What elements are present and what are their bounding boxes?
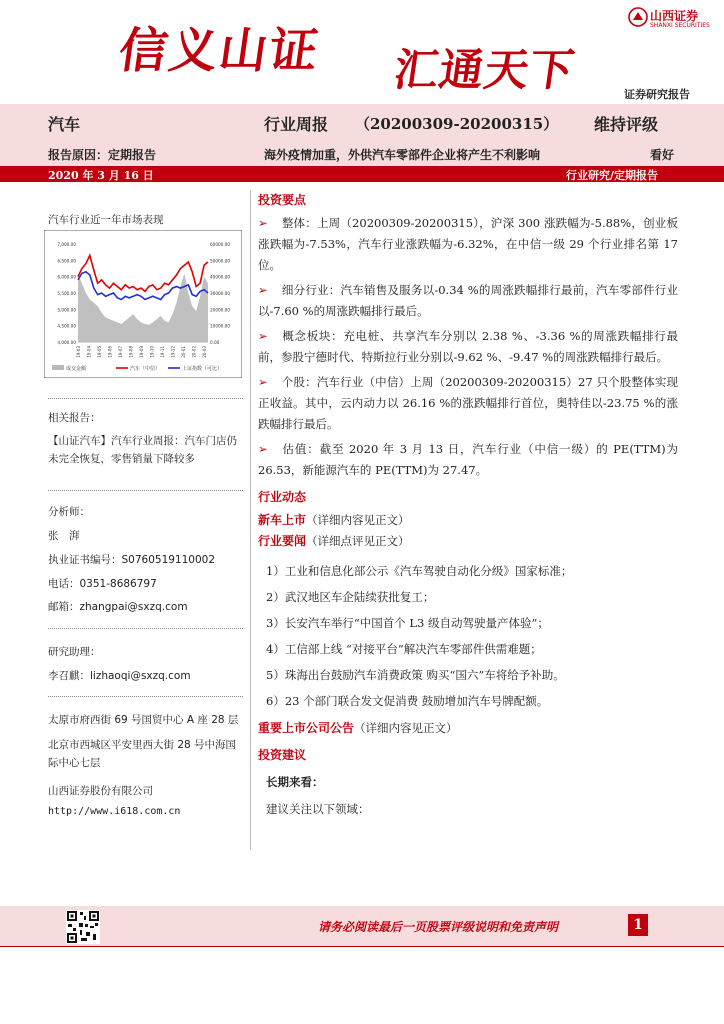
outlook: 看好 — [650, 148, 675, 162]
brand-banner — [0, 0, 724, 104]
left-axis-tick: 7,000.00 — [57, 242, 76, 247]
related-report-text: 【山证汽车】汽车行业周报：汽车门店仍未完全恢复，零售销量下降较多 — [48, 435, 237, 465]
company-news-heading — [258, 718, 678, 739]
analyst-name: 张 湃 — [48, 530, 80, 542]
news-list — [258, 562, 678, 710]
right-axis-tick: 20000.00 — [210, 307, 230, 313]
right-axis-tick: 0.00 — [210, 340, 220, 345]
x-axis-tick: 19-04 — [86, 346, 92, 358]
analyst-title: 分析师： — [48, 506, 90, 518]
legend-swatch — [52, 365, 64, 370]
slogan-part2: 汇通天下 — [390, 45, 578, 96]
list-item: 1）工业和信息化部公示《汽车驾驶自动化分级》国家标准； — [266, 564, 573, 578]
report-period: （20200309-20200315） — [355, 115, 559, 133]
related-report-link[interactable] — [48, 432, 244, 468]
x-axis-tick: 19-07 — [118, 346, 123, 358]
x-axis-tick: 20-02 — [191, 346, 197, 358]
company-logo-icon — [628, 7, 648, 27]
list-item: 3）长安汽车举行“中国首个 L3 级自动驾驶量产体验”； — [266, 616, 549, 630]
industry-label: 汽车 — [48, 115, 81, 134]
left-axis-tick: 5,000.00 — [57, 307, 76, 313]
key-point — [258, 439, 678, 481]
disclaimer: 请务必阅读最后一页股票评级说明和免责声明 — [318, 920, 559, 934]
address-beijing-text: 北京市西城区平安里西大街 28 号中海国际中心七层 — [48, 739, 237, 769]
slogan-part1: 信义山证 — [115, 23, 324, 79]
list-item: 6）23 个部门联合发文促消费 鼓励增加汽车号牌配额。 — [266, 694, 549, 708]
key-point — [258, 213, 678, 276]
left-axis-tick: 6,500.00 — [57, 258, 76, 264]
x-axis-tick: 19-09 — [139, 346, 144, 358]
industry-news-title: 行业动态 — [258, 490, 307, 504]
bullet-icon: ➢ — [258, 375, 268, 389]
bullet-icon: ➢ — [258, 329, 268, 343]
legend-label: 上证指数（可比） — [182, 366, 223, 372]
related-title: 相关报告： — [48, 412, 101, 424]
key-point-label: 估值： — [281, 442, 320, 456]
page-number: 1 — [628, 914, 648, 936]
key-point — [258, 280, 678, 322]
chart-title: 汽车行业近一年市场表现 — [48, 214, 164, 226]
new-car-title: 新车上市 — [258, 513, 307, 527]
x-axis-tick: 19-05 — [97, 346, 102, 358]
x-axis-tick: 19-10 — [149, 346, 155, 358]
left-axis-tick: 4,000.00 — [57, 340, 76, 345]
right-axis-tick: 50000.00 — [210, 258, 230, 264]
company-news-title: 重要上市公司公告 — [258, 721, 355, 735]
key-point-text: 充电桩、共享汽车分别以 2.38 %、-3.36 %的周涨跌幅排行最前，参股宁德时代、特斯拉行业分别以-9.62 %、-9.47 %的周涨跌幅排行最后。 — [258, 329, 678, 364]
report-type: 行业周报 — [264, 115, 329, 134]
report-date: 2020 年 3 月 16 日 — [48, 169, 154, 182]
x-axis-tick: 19-12 — [170, 346, 176, 358]
company-name-en: SHANXI SECURITIES — [650, 22, 710, 29]
right-axis-tick: 30000.00 — [210, 291, 230, 296]
separator — [48, 696, 243, 697]
company-news-note: （详细内容见正文） — [354, 721, 458, 735]
key-point-text: 上周（20200309-20200315），沪深 300 涨跌幅为-5.88%，创业板涨跌幅为-7.53%，汽车行业涨跌幅为-6.32%，在中信一级 29 个行业排名第 17 位。 — [258, 216, 678, 272]
company-name: 山西证券 — [650, 9, 699, 23]
analyst-phone: 电话：0351-8686797 — [48, 578, 157, 590]
key-point-label: 个股： — [281, 375, 317, 389]
left-axis-tick: 6,000.00 — [57, 274, 76, 280]
left-axis-tick: 4,500.00 — [57, 323, 76, 329]
footer-line — [0, 946, 724, 947]
analyst-email[interactable]: 邮箱：zhangpai@sxzq.com — [48, 601, 188, 613]
license-number: 执业证书编号：S0760519110002 — [48, 554, 216, 566]
left-axis-tick: 5,500.00 — [57, 291, 76, 296]
separator — [48, 398, 243, 399]
bullet-icon: ➢ — [258, 442, 268, 456]
column-divider — [250, 190, 251, 850]
right-axis-tick: 60000.00 — [210, 242, 230, 247]
key-points-list — [258, 213, 678, 481]
website-link[interactable]: http://www.i618.com.cn — [48, 806, 181, 817]
assistant-contact[interactable]: 李召麒：lizhaoqi@sxzq.com — [48, 670, 191, 682]
new-car-heading — [258, 510, 678, 531]
address-taiyuan: 太原市府西街 69 号国贸中心 A 座 28 层 — [48, 714, 239, 726]
industry-news-subtitle: 行业要闻 — [258, 534, 307, 548]
report-reason: 报告原因：定期报告 — [48, 148, 157, 162]
long-term-label: 长期来看： — [266, 775, 324, 789]
address-beijing — [48, 736, 244, 772]
key-point — [258, 372, 678, 435]
key-point-label: 细分行业： — [281, 283, 341, 297]
rating: 维持评级 — [594, 115, 659, 134]
advice-title: 投资建议 — [258, 748, 307, 762]
x-axis-tick: 19-06 — [107, 346, 113, 358]
key-point-label: 整体： — [281, 216, 317, 230]
qr-code-icon[interactable] — [66, 910, 100, 944]
report-series: 证券研究报告 — [624, 88, 690, 101]
separator — [48, 628, 243, 629]
market-performance-chart — [44, 230, 242, 378]
key-point-text: 汽车销售及服务以-0.34 %的周涨跌幅排行最前，汽车零部件行业以-7.60 %的周涨跌幅排行最后。 — [258, 283, 679, 318]
department: 行业研究/定期报告 — [566, 169, 659, 182]
assistant-title: 研究助理： — [48, 646, 101, 658]
list-item: 5）珠海出台鼓励汽车消费政策 购买“国六”车将给予补助。 — [266, 668, 565, 682]
list-item: 2）武汉地区车企陆续获批复工； — [266, 590, 435, 604]
x-axis-tick: 20-03 — [202, 346, 207, 358]
company-full-name: 山西证券股份有限公司 — [48, 785, 153, 797]
headline: 海外疫情加重，外供汽车零部件企业将产生不利影响 — [264, 148, 541, 162]
key-points-title: 投资要点 — [258, 193, 307, 207]
x-axis-tick: 19-11 — [160, 346, 165, 358]
key-point — [258, 326, 678, 368]
legend-label: 成交金额 — [66, 366, 87, 372]
list-item: 4）工信部上线 “对接平台”解决汽车零部件供需难题； — [266, 642, 542, 656]
industry-news-heading — [258, 531, 678, 552]
right-axis-tick: 40000.00 — [210, 274, 230, 280]
right-axis-tick: 10000.00 — [210, 323, 230, 329]
separator — [48, 490, 243, 491]
advice-text: 建议关注以下领域： — [266, 802, 370, 816]
main-content — [258, 190, 678, 820]
x-axis-tick: 19-08 — [128, 346, 134, 358]
new-car-note: （详细内容见正文） — [306, 513, 410, 527]
bullet-icon: ➢ — [258, 283, 268, 297]
industry-news-note: （详细点评见正文） — [306, 534, 410, 548]
legend-label: 汽车（中信） — [130, 366, 161, 372]
x-axis-tick: 20-01 — [181, 346, 186, 358]
bullet-icon: ➢ — [258, 216, 268, 230]
key-point-text: 截至 2020 年 3 月 13 日，汽车行业（中信一级）的 PE(TTM)为 26.53，新能源汽车的 PE(TTM)为 27.47。 — [258, 442, 679, 477]
x-axis-tick: 19-03 — [76, 346, 81, 358]
key-point-label: 概念板块： — [281, 329, 344, 343]
key-point-text: 汽车行业（中信）上周（20200309-20200315）27 只个股整体实现正收益。其中，云内动力以 26.16 %的涨跌幅排行首位，奥特佳以-23.75 %的涨跌幅排行最后。 — [258, 375, 678, 431]
